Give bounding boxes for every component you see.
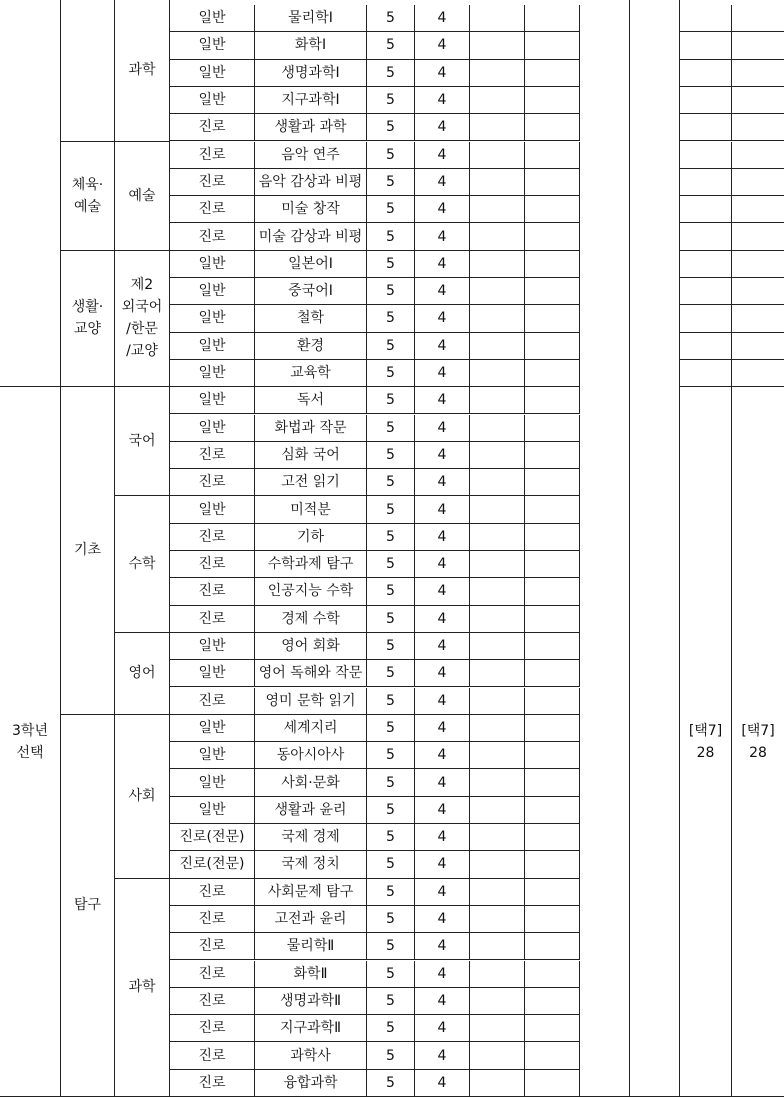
empty-cell <box>525 5 580 32</box>
empty-cell <box>525 114 580 141</box>
course-credit: 5 <box>367 769 415 796</box>
area-cell <box>61 0 115 142</box>
course-name: 국제 정치 <box>255 851 367 878</box>
course-hours: 4 <box>415 196 470 223</box>
course-name: 지구과학Ⅰ <box>255 87 367 114</box>
empty-cell <box>525 442 580 469</box>
course-credit: 5 <box>367 360 415 387</box>
empty-cell <box>525 851 580 878</box>
course-type: 진로 <box>170 1042 255 1069</box>
course-credit: 5 <box>367 142 415 169</box>
course-hours: 4 <box>415 387 470 414</box>
subject-cell: 영어 <box>115 633 170 715</box>
course-type: 일반 <box>170 278 255 305</box>
course-hours: 4 <box>415 442 470 469</box>
empty-cell <box>525 988 580 1015</box>
empty-cell <box>470 961 525 988</box>
course-hours: 4 <box>415 1042 470 1069</box>
course-credit: 5 <box>367 688 415 715</box>
course-hours: 4 <box>415 824 470 851</box>
course-type: 일반 <box>170 87 255 114</box>
course-hours: 4 <box>415 797 470 824</box>
empty-cell <box>732 169 784 196</box>
course-hours: 4 <box>415 742 470 769</box>
course-name: 미술 창작 <box>255 196 367 223</box>
empty-cell <box>525 1015 580 1042</box>
course-credit: 5 <box>367 387 415 414</box>
subject-cell: 예술 <box>115 142 170 251</box>
empty-cell <box>525 715 580 742</box>
empty-cell <box>470 196 525 223</box>
course-hours: 4 <box>415 32 470 59</box>
area-cell: 체육· 예술 <box>61 142 115 251</box>
empty-cell <box>470 469 525 496</box>
empty-cell <box>470 333 525 360</box>
empty-cell <box>525 906 580 933</box>
empty-cell <box>732 5 784 32</box>
empty-cell <box>470 715 525 742</box>
empty-cell <box>732 305 784 332</box>
empty-cell <box>470 769 525 796</box>
course-hours: 4 <box>415 660 470 687</box>
course-credit: 5 <box>367 333 415 360</box>
course-name: 환경 <box>255 333 367 360</box>
empty-cell <box>732 60 784 87</box>
course-type: 진로(전문) <box>170 851 255 878</box>
empty-cell <box>470 60 525 87</box>
empty-cell <box>680 32 732 59</box>
empty-cell <box>470 906 525 933</box>
course-credit: 5 <box>367 879 415 906</box>
subject-cell: 과학 <box>115 879 170 1097</box>
empty-cell <box>525 606 580 633</box>
course-name: 고전과 윤리 <box>255 906 367 933</box>
empty-cell <box>470 551 525 578</box>
course-name: 물리학Ⅰ <box>255 5 367 32</box>
course-credit: 5 <box>367 469 415 496</box>
course-name: 물리학Ⅱ <box>255 933 367 960</box>
course-name: 수학과제 탐구 <box>255 551 367 578</box>
empty-cell <box>732 333 784 360</box>
course-credit: 5 <box>367 633 415 660</box>
course-type: 일반 <box>170 769 255 796</box>
course-hours: 4 <box>415 524 470 551</box>
course-hours: 4 <box>415 769 470 796</box>
course-name: 영미 문학 읽기 <box>255 688 367 715</box>
empty-cell <box>680 169 732 196</box>
course-credit: 5 <box>367 5 415 32</box>
grade-cell-empty <box>0 0 61 387</box>
empty-cell <box>525 824 580 851</box>
empty-cell <box>680 114 732 141</box>
course-type: 일반 <box>170 660 255 687</box>
course-credit: 5 <box>367 442 415 469</box>
course-type: 일반 <box>170 415 255 442</box>
course-type: 진로 <box>170 933 255 960</box>
course-name: 세계지리 <box>255 715 367 742</box>
empty-cell <box>525 524 580 551</box>
course-credit: 5 <box>367 524 415 551</box>
grade-cell: 3학년 선택 <box>0 387 61 1097</box>
course-credit: 5 <box>367 60 415 87</box>
course-hours: 4 <box>415 1070 470 1097</box>
course-name: 동아시아사 <box>255 742 367 769</box>
empty-cell <box>470 278 525 305</box>
course-credit: 5 <box>367 578 415 605</box>
course-credit: 5 <box>367 114 415 141</box>
empty-cell <box>470 742 525 769</box>
course-hours: 4 <box>415 606 470 633</box>
course-credit: 5 <box>367 278 415 305</box>
course-hours: 4 <box>415 988 470 1015</box>
empty-cell <box>470 415 525 442</box>
empty-cell <box>470 1042 525 1069</box>
course-type: 일반 <box>170 797 255 824</box>
course-name: 생명과학Ⅱ <box>255 988 367 1015</box>
empty-cell <box>732 87 784 114</box>
empty-cell <box>525 223 580 250</box>
course-credit: 5 <box>367 305 415 332</box>
course-hours: 4 <box>415 415 470 442</box>
empty-cell <box>525 360 580 387</box>
course-type: 일반 <box>170 387 255 414</box>
course-name: 사회문제 탐구 <box>255 879 367 906</box>
empty-cell <box>470 1070 525 1097</box>
course-hours: 4 <box>415 496 470 523</box>
empty-cell <box>470 5 525 32</box>
empty-cell <box>470 142 525 169</box>
empty-cell <box>680 278 732 305</box>
course-hours: 4 <box>415 933 470 960</box>
empty-cell <box>525 660 580 687</box>
course-name: 생활과 윤리 <box>255 797 367 824</box>
course-hours: 4 <box>415 851 470 878</box>
course-type: 진로(전문) <box>170 824 255 851</box>
course-name: 화학Ⅱ <box>255 961 367 988</box>
empty-cell <box>470 688 525 715</box>
course-credit: 5 <box>367 742 415 769</box>
course-type: 일반 <box>170 32 255 59</box>
course-name: 사회·문화 <box>255 769 367 796</box>
empty-cell <box>470 578 525 605</box>
area-cell: 탐구 <box>61 715 115 1097</box>
empty-cell <box>470 496 525 523</box>
course-name: 인공지능 수학 <box>255 578 367 605</box>
course-name: 철학 <box>255 305 367 332</box>
course-credit: 5 <box>367 196 415 223</box>
subject-cell: 국어 <box>115 387 170 496</box>
empty-cell <box>470 223 525 250</box>
empty-cell <box>470 606 525 633</box>
course-name: 기하 <box>255 524 367 551</box>
elective-total: [택7] 28 <box>680 387 732 1097</box>
course-hours: 4 <box>415 961 470 988</box>
empty-cell <box>732 114 784 141</box>
course-credit: 5 <box>367 223 415 250</box>
course-credit: 5 <box>367 1015 415 1042</box>
empty-cell <box>470 879 525 906</box>
empty-cell <box>470 824 525 851</box>
course-type: 진로 <box>170 988 255 1015</box>
course-name: 생활과 과학 <box>255 114 367 141</box>
subject-cell: 사회 <box>115 715 170 879</box>
empty-cell <box>525 1042 580 1069</box>
empty-cell <box>470 933 525 960</box>
course-credit: 5 <box>367 251 415 278</box>
course-hours: 4 <box>415 305 470 332</box>
course-credit: 5 <box>367 169 415 196</box>
empty-cell <box>470 797 525 824</box>
empty-cell <box>732 196 784 223</box>
empty-cell <box>470 169 525 196</box>
course-name: 중국어Ⅰ <box>255 278 367 305</box>
empty-cell <box>525 469 580 496</box>
empty-cell <box>525 32 580 59</box>
course-name: 지구과학Ⅱ <box>255 1015 367 1042</box>
course-credit: 5 <box>367 496 415 523</box>
empty-cell <box>470 442 525 469</box>
empty-cell <box>525 879 580 906</box>
empty-cell <box>680 223 732 250</box>
course-name: 화학Ⅰ <box>255 32 367 59</box>
course-name: 고전 읽기 <box>255 469 367 496</box>
course-type: 진로 <box>170 879 255 906</box>
empty-cell <box>525 60 580 87</box>
course-name: 화법과 작문 <box>255 415 367 442</box>
empty-cell <box>525 496 580 523</box>
empty-cell <box>470 851 525 878</box>
area-cell: 생활· 교양 <box>61 251 115 388</box>
course-credit: 5 <box>367 933 415 960</box>
empty-cell <box>525 551 580 578</box>
empty-cell <box>732 251 784 278</box>
course-credit: 5 <box>367 797 415 824</box>
empty-cell <box>470 360 525 387</box>
course-type: 진로 <box>170 551 255 578</box>
course-hours: 4 <box>415 360 470 387</box>
empty-column <box>630 0 680 1097</box>
empty-cell <box>470 87 525 114</box>
course-credit: 5 <box>367 32 415 59</box>
empty-cell <box>525 333 580 360</box>
subject-cell: 과학 <box>115 0 170 142</box>
course-credit: 5 <box>367 87 415 114</box>
empty-cell <box>525 961 580 988</box>
course-type: 일반 <box>170 333 255 360</box>
course-credit: 5 <box>367 1042 415 1069</box>
empty-cell <box>680 87 732 114</box>
empty-cell <box>680 333 732 360</box>
course-hours: 4 <box>415 142 470 169</box>
course-type: 일반 <box>170 5 255 32</box>
course-type: 진로 <box>170 469 255 496</box>
empty-cell <box>525 278 580 305</box>
empty-cell <box>470 305 525 332</box>
course-hours: 4 <box>415 169 470 196</box>
empty-cell <box>470 387 525 414</box>
course-name: 심화 국어 <box>255 442 367 469</box>
empty-cell <box>732 278 784 305</box>
course-name: 독서 <box>255 387 367 414</box>
empty-cell <box>680 196 732 223</box>
empty-cell <box>470 32 525 59</box>
course-type: 일반 <box>170 715 255 742</box>
course-hours: 4 <box>415 60 470 87</box>
empty-cell <box>525 251 580 278</box>
empty-cell <box>732 142 784 169</box>
course-credit: 5 <box>367 415 415 442</box>
elective-total: [택7] 28 <box>732 387 784 1097</box>
course-hours: 4 <box>415 879 470 906</box>
course-type: 일반 <box>170 60 255 87</box>
course-hours: 4 <box>415 278 470 305</box>
course-hours: 4 <box>415 715 470 742</box>
course-name: 미술 감상과 비평 <box>255 223 367 250</box>
course-hours: 4 <box>415 688 470 715</box>
course-type: 진로 <box>170 1015 255 1042</box>
course-hours: 4 <box>415 5 470 32</box>
course-hours: 4 <box>415 578 470 605</box>
course-credit: 5 <box>367 851 415 878</box>
empty-cell <box>525 87 580 114</box>
course-name: 과학사 <box>255 1042 367 1069</box>
course-name: 생명과학Ⅰ <box>255 60 367 87</box>
empty-cell <box>470 1015 525 1042</box>
course-credit: 5 <box>367 961 415 988</box>
empty-cell <box>525 305 580 332</box>
empty-cell <box>680 251 732 278</box>
course-name: 일본어Ⅰ <box>255 251 367 278</box>
course-type: 진로 <box>170 442 255 469</box>
empty-cell <box>525 142 580 169</box>
empty-cell <box>680 142 732 169</box>
empty-cell <box>732 32 784 59</box>
course-type: 진로 <box>170 223 255 250</box>
empty-cell <box>525 742 580 769</box>
course-name: 융합과학 <box>255 1070 367 1097</box>
course-type: 일반 <box>170 633 255 660</box>
empty-cell <box>525 797 580 824</box>
course-type: 진로 <box>170 196 255 223</box>
course-name: 음악 감상과 비평 <box>255 169 367 196</box>
course-type: 일반 <box>170 742 255 769</box>
course-hours: 4 <box>415 251 470 278</box>
course-type: 진로 <box>170 1070 255 1097</box>
course-credit: 5 <box>367 824 415 851</box>
course-hours: 4 <box>415 469 470 496</box>
course-credit: 5 <box>367 715 415 742</box>
empty-cell <box>525 387 580 414</box>
course-credit: 5 <box>367 551 415 578</box>
course-type: 진로 <box>170 906 255 933</box>
subject-cell: 제2 외국어 /한문 /교양 <box>115 251 170 388</box>
empty-cell <box>470 660 525 687</box>
course-type: 진로 <box>170 606 255 633</box>
course-hours: 4 <box>415 633 470 660</box>
course-type: 진로 <box>170 578 255 605</box>
empty-cell <box>470 114 525 141</box>
course-name: 미적분 <box>255 496 367 523</box>
course-name: 경제 수학 <box>255 606 367 633</box>
course-type: 일반 <box>170 305 255 332</box>
empty-cell <box>525 578 580 605</box>
empty-cell <box>525 1070 580 1097</box>
empty-cell <box>525 933 580 960</box>
course-type: 진로 <box>170 524 255 551</box>
empty-cell <box>470 988 525 1015</box>
empty-cell <box>525 196 580 223</box>
course-credit: 5 <box>367 660 415 687</box>
course-type: 진로 <box>170 142 255 169</box>
empty-cell <box>680 360 732 387</box>
course-type: 진로 <box>170 114 255 141</box>
course-name: 국제 경제 <box>255 824 367 851</box>
course-type: 진로 <box>170 961 255 988</box>
course-type: 진로 <box>170 688 255 715</box>
empty-cell <box>525 169 580 196</box>
course-name: 음악 연주 <box>255 142 367 169</box>
course-type: 일반 <box>170 360 255 387</box>
empty-cell <box>525 415 580 442</box>
course-credit: 5 <box>367 606 415 633</box>
course-hours: 4 <box>415 906 470 933</box>
empty-cell <box>525 633 580 660</box>
course-credit: 5 <box>367 988 415 1015</box>
empty-cell <box>732 223 784 250</box>
course-hours: 4 <box>415 114 470 141</box>
course-name: 교육학 <box>255 360 367 387</box>
course-hours: 4 <box>415 333 470 360</box>
empty-cell <box>732 360 784 387</box>
empty-cell <box>470 633 525 660</box>
course-credit: 5 <box>367 906 415 933</box>
area-cell: 기초 <box>61 387 115 715</box>
course-hours: 4 <box>415 223 470 250</box>
empty-cell <box>525 688 580 715</box>
course-type: 일반 <box>170 251 255 278</box>
course-credit: 5 <box>367 1070 415 1097</box>
subject-cell: 수학 <box>115 496 170 633</box>
course-name: 영어 회화 <box>255 633 367 660</box>
empty-cell <box>680 60 732 87</box>
empty-cell <box>525 769 580 796</box>
empty-cell <box>680 5 732 32</box>
course-type: 일반 <box>170 496 255 523</box>
empty-column <box>580 0 630 1097</box>
course-hours: 4 <box>415 551 470 578</box>
course-hours: 4 <box>415 1015 470 1042</box>
empty-cell <box>470 524 525 551</box>
empty-cell <box>470 251 525 278</box>
course-name: 영어 독해와 작문 <box>255 660 367 687</box>
course-hours: 4 <box>415 87 470 114</box>
course-type: 진로 <box>170 169 255 196</box>
empty-cell <box>680 305 732 332</box>
